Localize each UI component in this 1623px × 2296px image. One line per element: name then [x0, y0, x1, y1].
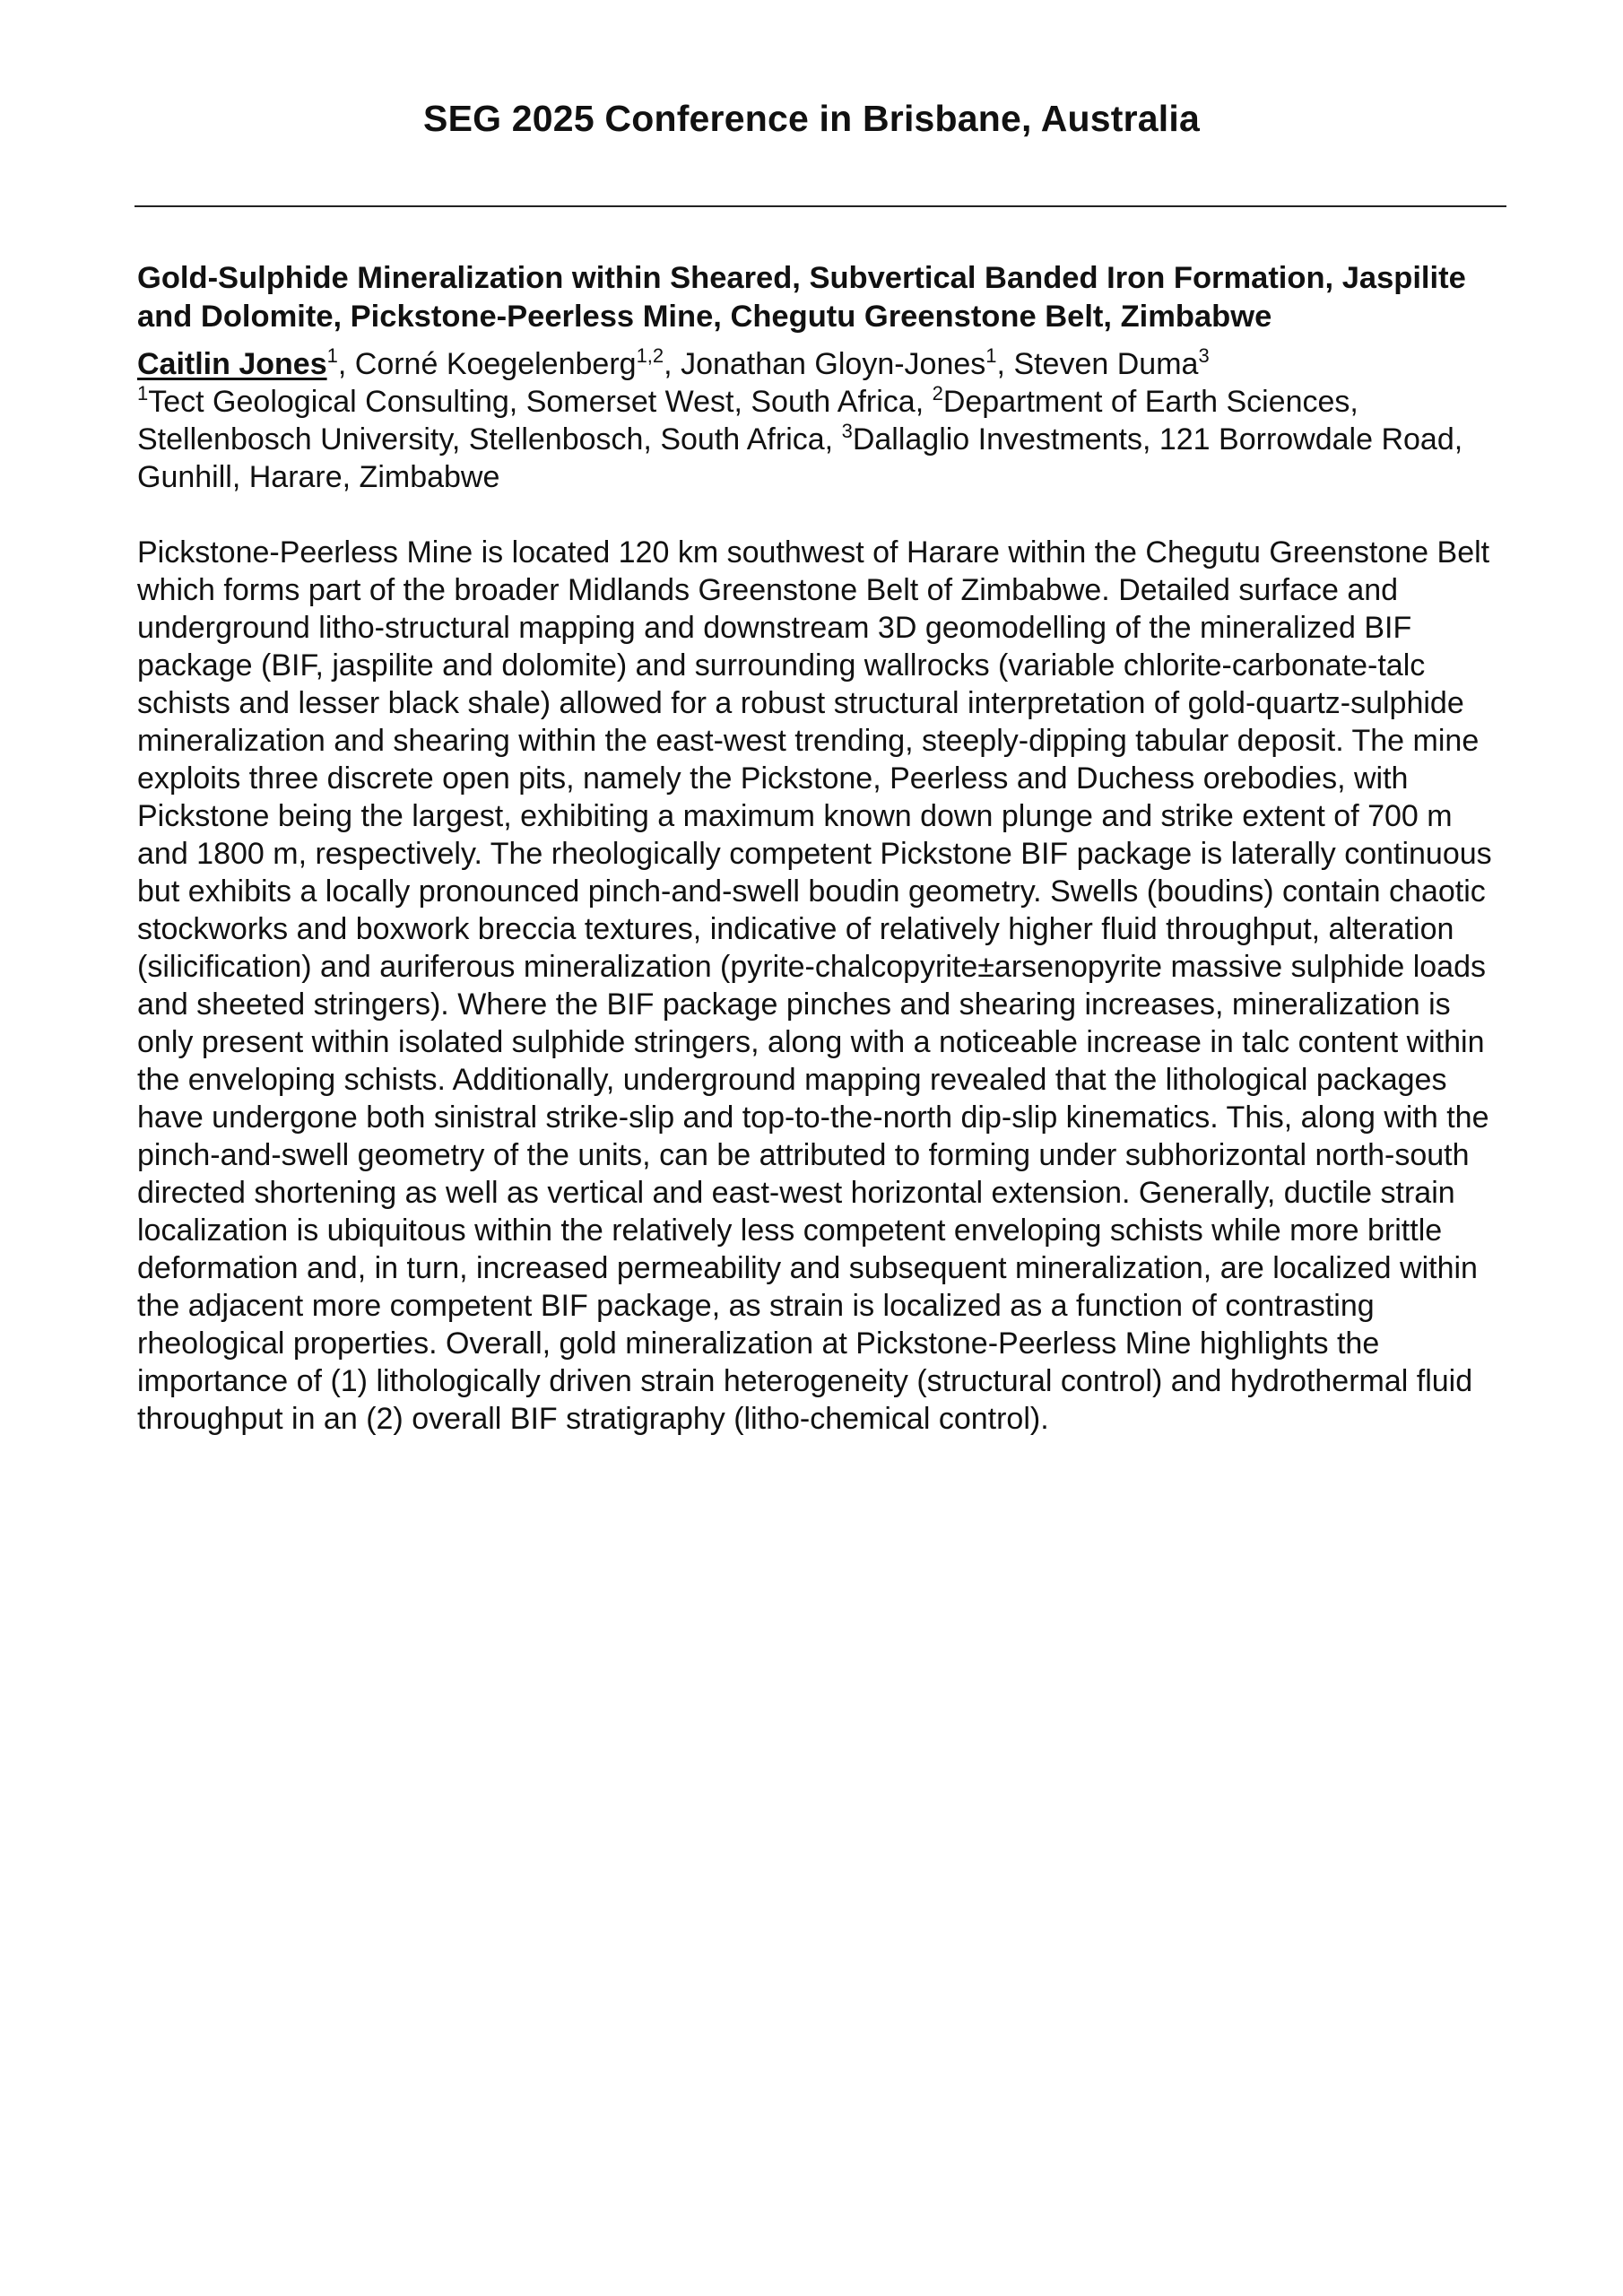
affiliation-text: Department of Earth Sciences, Stellenbosch University, Stellenbosch, South Africa, [137, 385, 1358, 457]
affiliation-marker: 1 [137, 382, 149, 404]
author-name: Steven Duma [1013, 347, 1199, 381]
author-name: Jonathan Gloyn-Jones [681, 347, 986, 381]
author-separator: , [337, 347, 355, 381]
author-affiliation-marker: 3 [1198, 344, 1210, 367]
affiliation-text: Tect Geological Consulting, Somerset West, South Africa, [148, 385, 933, 419]
author-name-presenter: Caitlin Jones [137, 347, 327, 381]
affiliation-marker: 2 [932, 382, 943, 404]
author-separator: , [664, 347, 681, 381]
affiliation-text: Dallaglio Investments, 121 Borrowdale Road, Gunhill, Harare, Zimbabwe [137, 422, 1463, 494]
paper-title: Gold-Sulphide Mineralization within Sheared, Subvertical Banded Iron Formation, Jaspilite and Dolomite, Pickstone-Peerless Mine, Chegutu Greenstone Belt, Zimbabwe [137, 261, 1466, 334]
author-affiliation-marker: 1 [985, 344, 997, 367]
author-name: Corné Koegelenberg [354, 347, 637, 381]
abstract-text: Pickstone-Peerless Mine is located 120 km southwest of Harare within the Chegutu Greenstone Belt which forms part of the broader Midlands Greenstone Belt of Zimbabwe. Detailed surface and underground litho-structural mapping and downstream 3D geomodelling of the mineralized BIF package (BIF, jaspilite and dolomite) and surrounding wallrocks (variable chlorite-carbonate-talc schists and lesser black shale) allowed for a robust structural interpretation of gold-quartz-sulphide mineralization and shearing within the east-west trending, steeply-dipping tabular deposit. The mine exploits three discrete open pits, namely the Pickstone, Peerless and Duchess orebodies, with Pickstone being the largest, exhibiting a maximum known down plunge and strike extent of 700 m and 1800 m, respectively. The rheologically competent Pickstone BIF package is laterally continuous but exhibits a locally pronounced pinch-and-swell boudin geometry. Swells (boudins) contain chaotic stockworks and boxwork breccia textures, indicative of relatively higher fluid throughput, alteration (silicification) and auriferous mineralization (pyrite-chalcopyrite±arsenopyrite massive sulphide loads and sheeted stringers). Where the BIF package pinches and shearing increases, mineralization is only present within isolated sulphide stringers, along with a noticeable increase in talc content within the enveloping schists. Additionally, underground mapping revealed that the lithological packages have undergone both sinistral strike-slip and top-to-the-north dip-slip kinematics. This, along with the pinch-and-swell geometry of the units, can be attributed to forming under subhorizontal north-south directed shortening as well as vertical and east-west horizontal extension. Generally, ductile strain localization is ubiquitous within the relatively less competent enveloping schists while more brittle deformation and, in turn, increased permeability and subsequent mineralization, are localized within the adjacent more competent BIF package, as strain is localized as a function of contrasting rheological properties. Overall, gold mineralization at Pickstone-Peerless Mine highlights the importance of (1) lithologically driven strain heterogeneity (structural control) and hydrothermal fluid throughput in an (2) overall BIF stratigraphy (litho-chemical control). [137, 535, 1492, 1436]
author-affiliation-marker: 1,2 [636, 344, 664, 367]
affiliation-marker: 3 [841, 420, 853, 442]
conference-header: SEG 2025 Conference in Brisbane, Australia [423, 98, 1200, 139]
author-affiliation-marker: 1 [326, 344, 338, 367]
author-list [137, 345, 1509, 383]
abstract-body [137, 259, 1509, 1468]
header-divider [135, 205, 1506, 207]
author-separator: , [996, 347, 1014, 381]
affiliation-list [137, 383, 1509, 496]
